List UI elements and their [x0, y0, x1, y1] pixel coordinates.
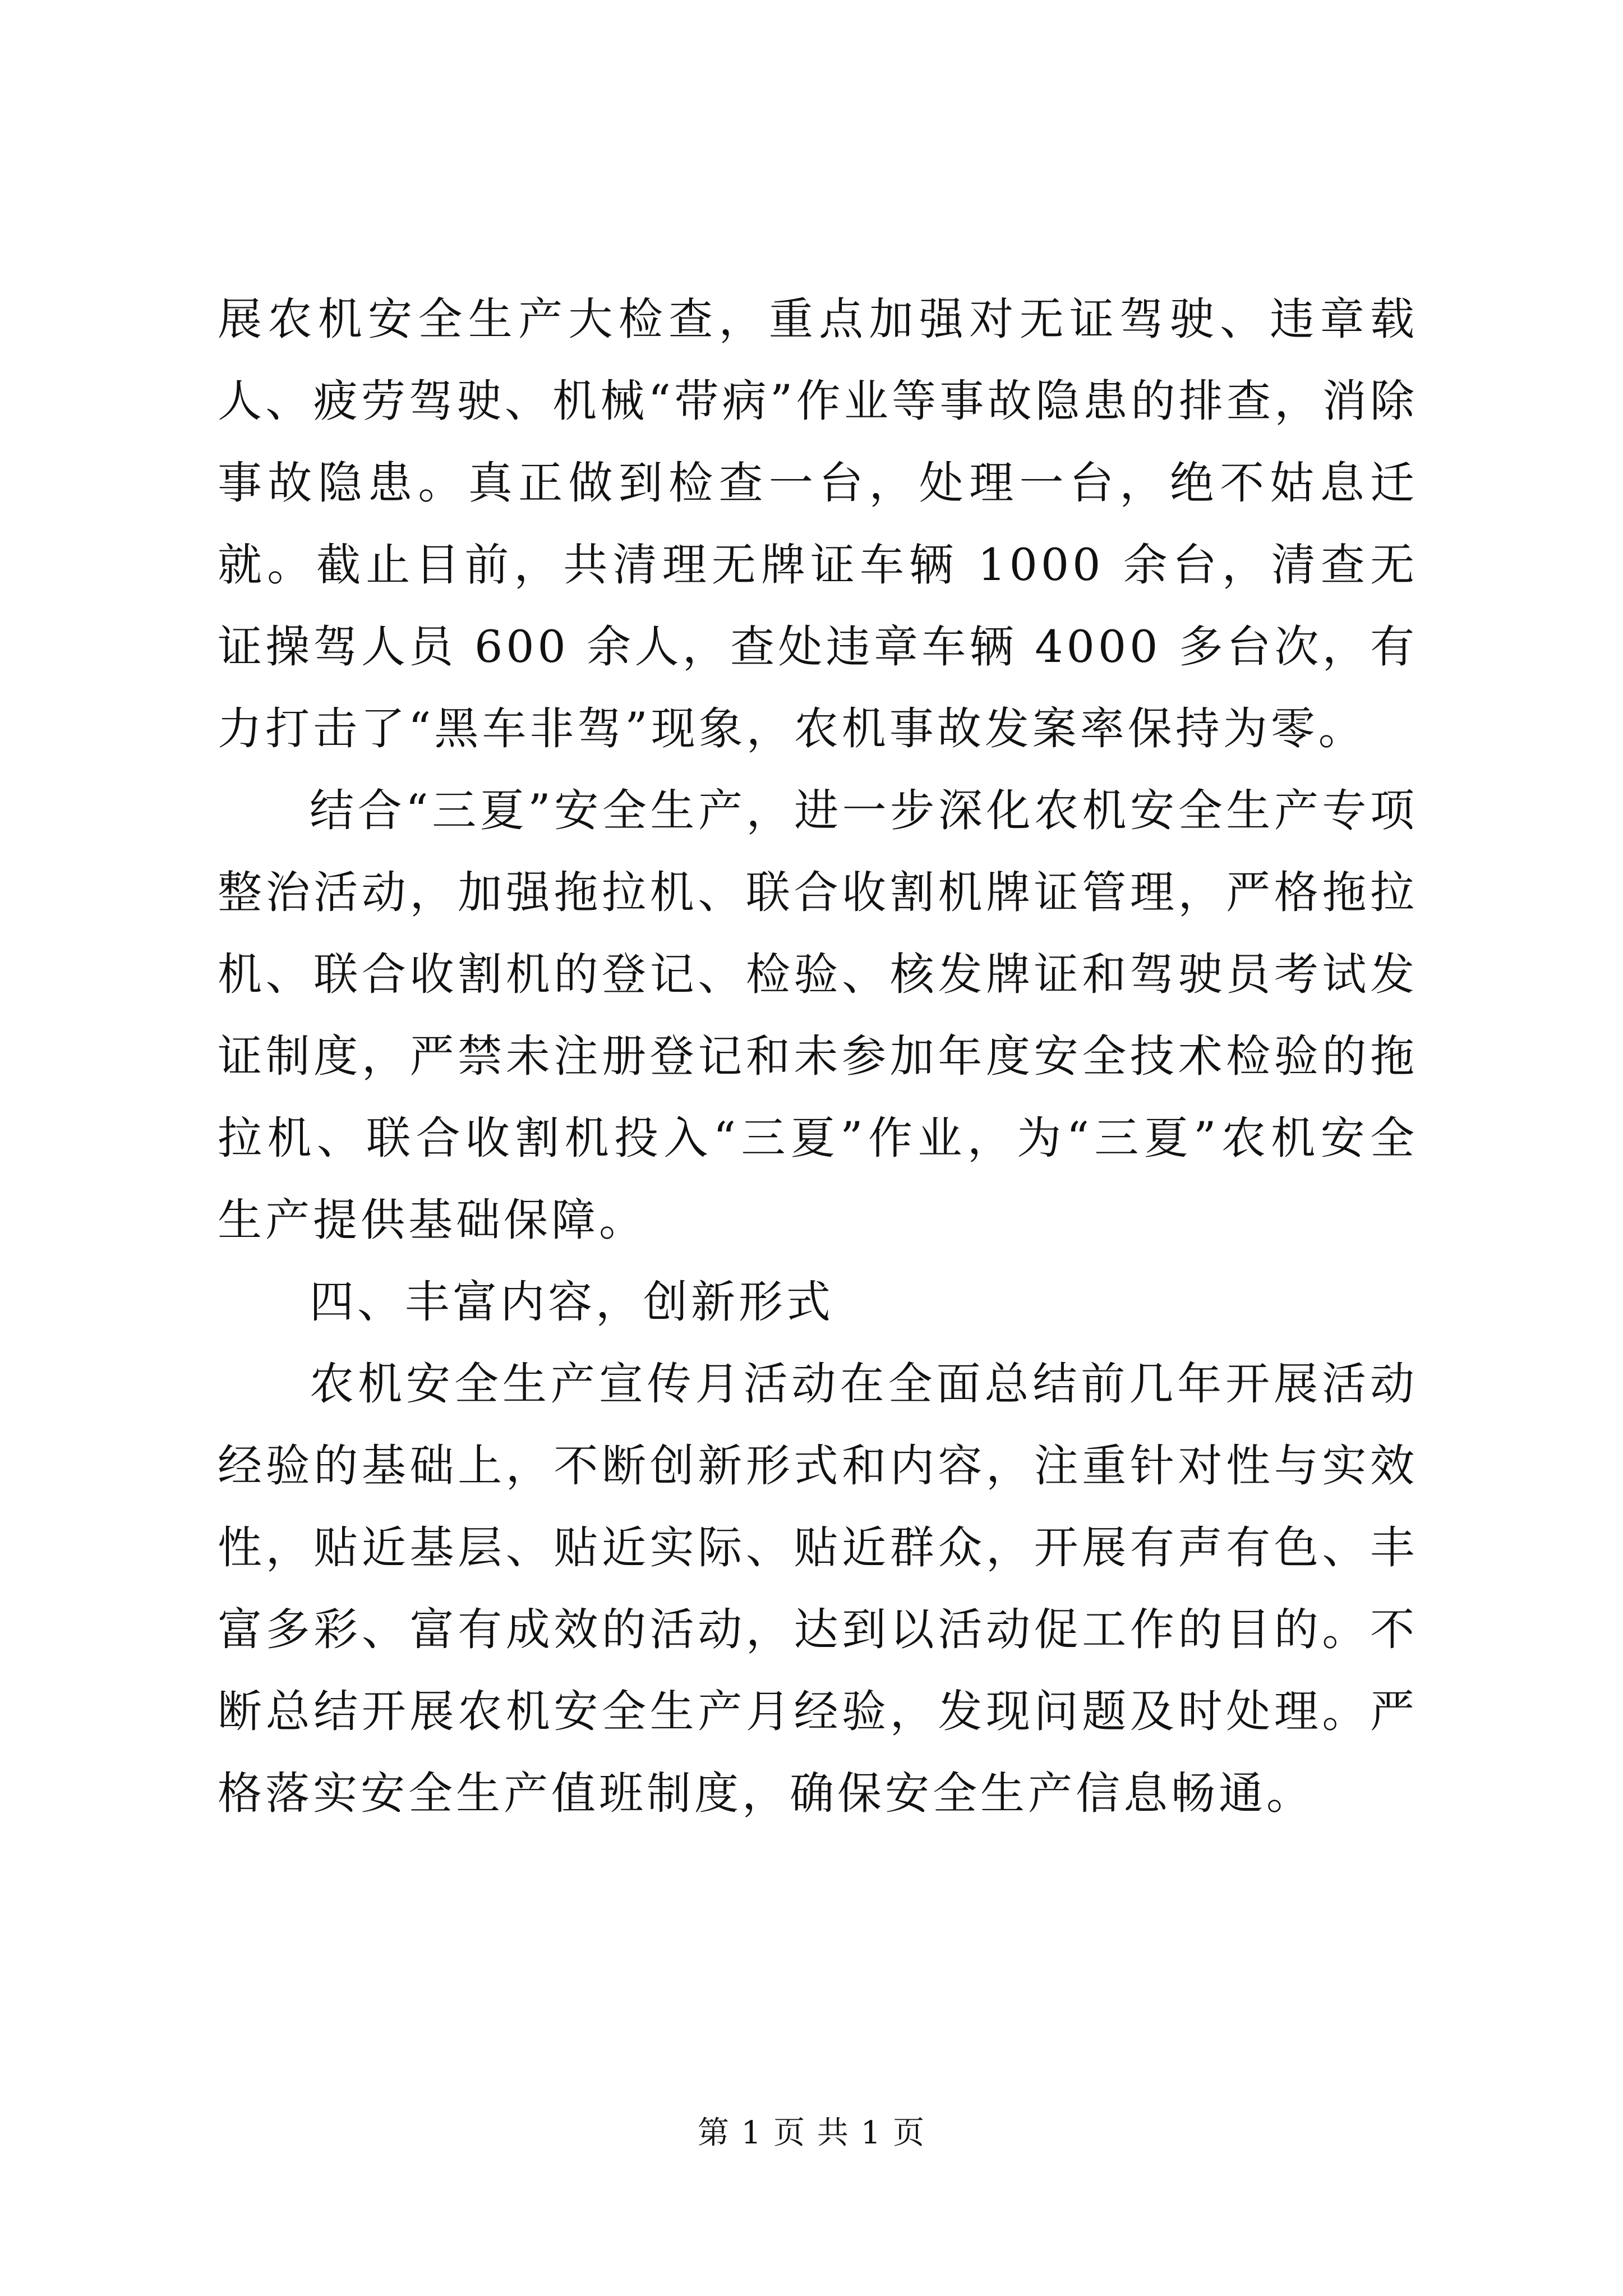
paragraph-innovation: 农机安全生产宣传月活动在全面总结前几年开展活动经验的基础上，不断创新形式和内容，注重针对性与实效性，贴近基层、贴近实际、贴近群众，开展有声有色、丰富多彩、富有成效的活动，达到以活动促工作的目的。不断总结开展农机安全生产月经验，发现问题及时处理。严格落实安全生产值班制度，确保安全生产信息畅通。	[218, 1358, 1418, 1819]
page-footer: 第 1 页 共 1 页	[697, 2115, 926, 2151]
paragraph-continued: 展农机安全生产大检查，重点加强对无证驾驶、违章载人、疲劳驾驶、机械“带病”作业等事故隐患的排查，消除事故隐患。真正做到检查一台，处理一台，绝不姑息迁就。截止目前，共清理无牌证车辆 1000 余台，清查无证操驾人员 600 余人，查处违章车辆 4000 多台次，有力打击了“黑车非驾”现象，农机事故发案率保持为零。	[218, 293, 1418, 754]
document-body	[218, 278, 1418, 1834]
section-heading: 四、丰富内容，创新形式	[310, 1276, 834, 1328]
paragraph-sanxia: 结合“三夏”安全生产，进一步深化农机安全生产专项整治活动，加强拖拉机、联合收割机牌证管理，严格拖拉机、联合收割机的登记、检验、核发牌证和驾驶员考试发证制度，严禁未注册登记和未参加年度安全技术检验的拖拉机、联合收割机投入“三夏”作业，为“三夏”农机安全生产提供基础保障。	[218, 785, 1418, 1246]
